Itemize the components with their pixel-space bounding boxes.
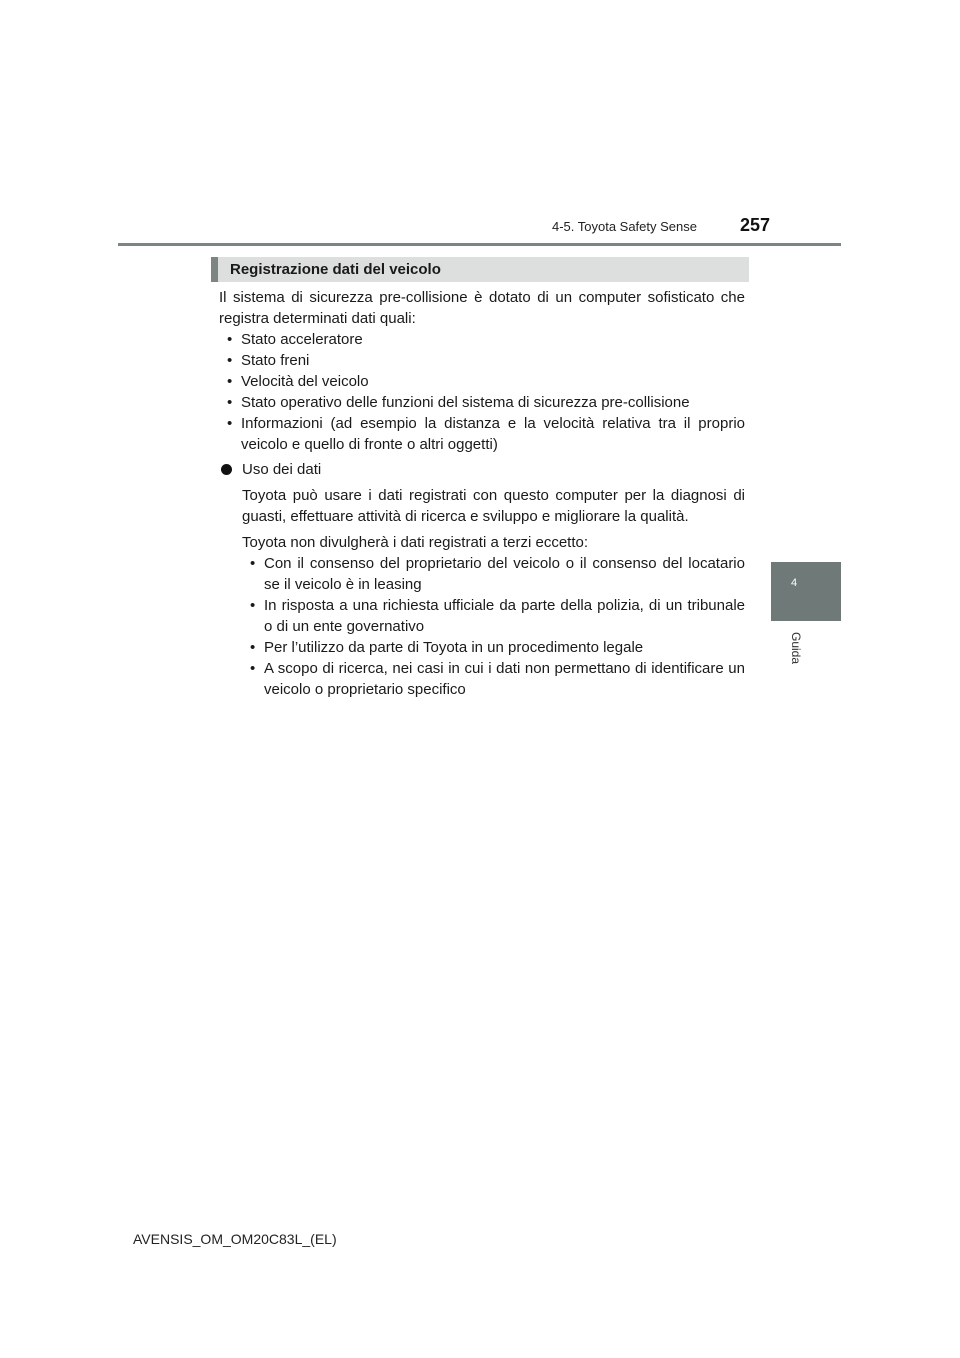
running-header-section: 4-5. Toyota Safety Sense [551,219,697,234]
chapter-tab [771,562,841,621]
list-item: • Stato acceleratore [219,329,745,350]
section-title: Registrazione dati del veicolo [230,261,441,278]
exceptions-list [242,553,745,700]
page-number: 257 [740,215,771,235]
section-heading-bar [211,257,749,282]
list-item: • Con il consenso del proprietario del veicolo o il consenso del locatario se il veicolo è in leasing [242,553,745,595]
chapter-tab-number: 4 [791,577,798,589]
list-item: • Velocità del veicolo [219,371,745,392]
recorded-data-list [219,329,745,455]
subsection-title: Uso dei dati [242,461,322,478]
list-item: • Per l’utilizzo da parte di Toyota in un procedimento legale [242,637,745,658]
usage-paragraph: Toyota può usare i dati registrati con questo computer per la diagnosi di guasti, effettuare attività di ricerca e sviluppo e migliorare la qualità. [242,487,745,525]
list-item: • A scopo di ricerca, nei casi in cui i dati non permettano di identificare un veicolo o proprietario specifico [242,658,745,700]
intro-paragraph: Il sistema di sicurezza pre-collisione è dotato di un computer sofisticato che registra determinati dati quali: [219,289,745,327]
header-divider [118,243,841,246]
subsection-heading [219,459,745,480]
document-code: AVENSIS_OM_OM20C83L_(EL) [133,1231,337,1247]
list-item: • Stato freni [219,350,745,371]
disclosure-intro: Toyota non divulgherà i dati registrati a terzi eccetto: [242,534,589,551]
subsection-body [219,485,745,700]
list-item: • Stato operativo delle funzioni del sistema di sicurezza pre-collisione [219,392,745,413]
section-body [219,287,745,700]
list-item: • Informazioni (ad esempio la distanza e la velocità relativa tra il proprio veicolo e quello di fronte o altri oggetti) [219,413,745,455]
chapter-tab-label: Guida [789,632,803,665]
bullet-dot-icon [221,464,232,475]
list-item: • In risposta a una richiesta ufficiale da parte della polizia, di un tribunale o di un ente governativo [242,595,745,637]
